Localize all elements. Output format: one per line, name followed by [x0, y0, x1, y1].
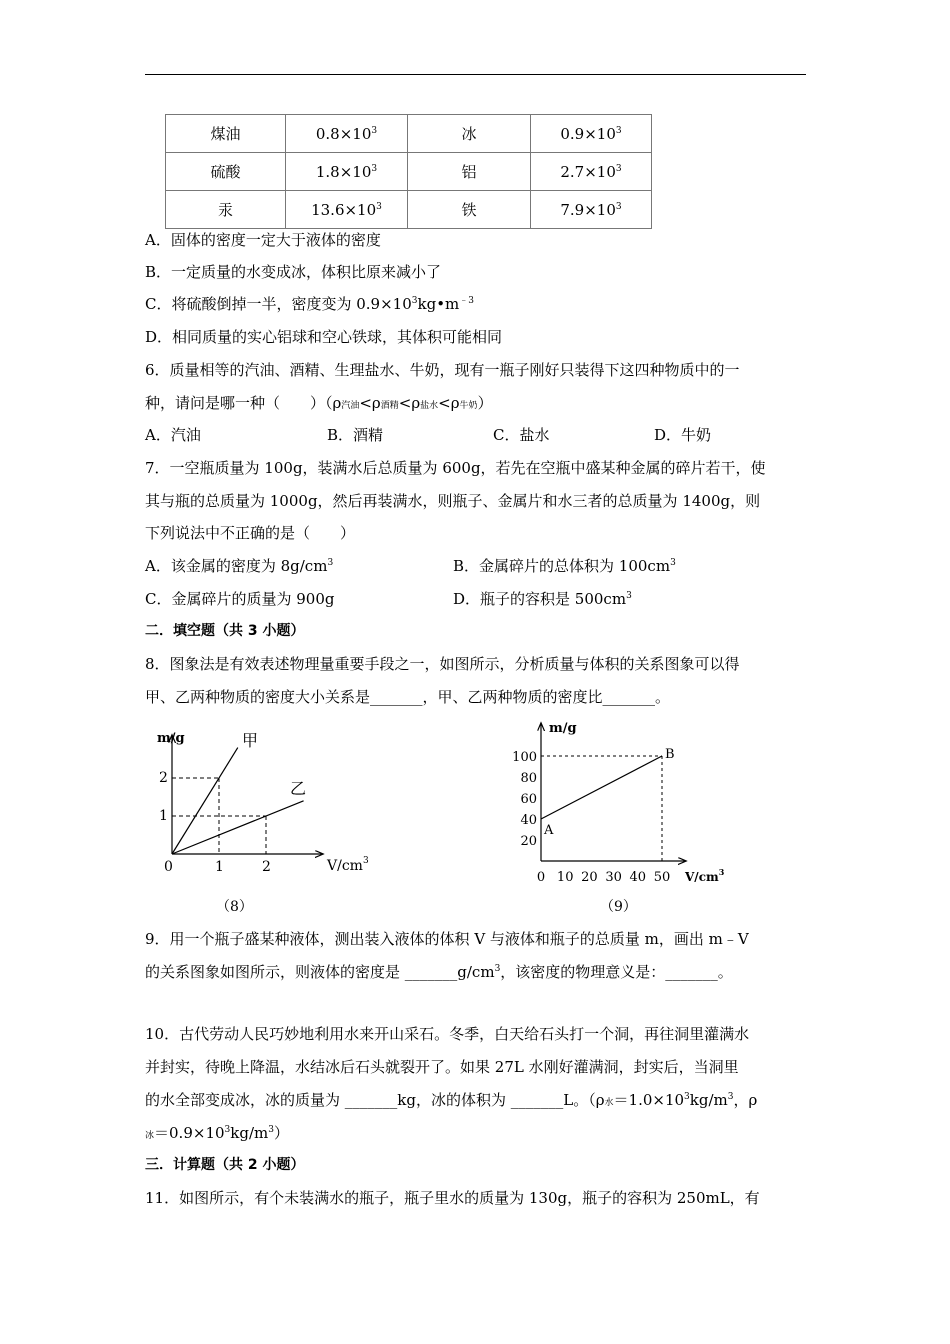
table-cell: $1.8\times 10^3$	[286, 153, 408, 191]
fig9-tick-x: 10	[556, 870, 574, 885]
q8-line-2: 甲、乙两种物质的密度大小关系是_______，甲、乙两种物质的密度比_______。	[145, 688, 671, 706]
fig9-tick-y: 20	[520, 834, 537, 849]
table-cell: 铝	[408, 153, 531, 191]
table-cell: 硫酸	[166, 153, 286, 191]
fig8-tick-y: 1	[159, 808, 168, 824]
figure-8-chart	[150, 722, 390, 922]
header-rule	[145, 74, 806, 75]
q7-line-1: 7．一空瓶质量为 100g，装满水后总质量为 600g，若先在空瓶中盛某种金属的碎片若干，使	[145, 459, 766, 477]
fig9-ylabel: m/g	[549, 721, 577, 736]
q10-line-2: 并封实，待晚上降温，水结冰后石头就裂开了。如果 27L 水刚好灌满洞，封实后，当洞里	[145, 1058, 739, 1076]
q6-option-a: A．汽油	[145, 426, 201, 444]
table-row	[166, 191, 652, 229]
q6-line-2: 种，请问是哪一种（ ）（ρ汽油<ρ酒精<ρ盐水<ρ牛奶）	[145, 394, 493, 412]
table-cell: 铁	[408, 191, 531, 229]
q10-line-1: 10．古代劳动人民巧妙地利用水来开山采石。冬季，白天给石头打一个洞，再往洞里灌满水	[145, 1025, 750, 1043]
table-cell: 煤油	[166, 115, 286, 153]
fig8-label-yi: 乙	[290, 779, 307, 798]
fig9-tick-x: 50	[653, 870, 671, 885]
fig8-line-jia	[172, 748, 238, 854]
q7-option-b: B．金属碎片的总体积为 $100cm^3$	[453, 557, 676, 575]
fig8-xlabel: $V/cm^3$	[327, 856, 369, 874]
q7-option-a: A．该金属的密度为 $8g/cm^3$	[145, 557, 334, 575]
q6-line-1: 6．质量相等的汽油、酒精、生理盐水、牛奶，现有一瓶子刚好只装得下这四种物质中的一	[145, 361, 740, 379]
q7-option-c: C．金属碎片的质量为 900g	[145, 590, 335, 608]
q11-line-1: 11．如图所示，有个未装满水的瓶子，瓶子里水的质量为 130g，瓶子的容积为 250mL，有	[145, 1189, 760, 1207]
table-row	[166, 153, 652, 191]
q9-line-1: 9．用一个瓶子盛某种液体，测出装入液体的体积 V 与液体和瓶子的总质量 m，画出 m﹣V	[145, 930, 749, 948]
fig9-tick-y: 80	[520, 771, 537, 786]
fig8-caption: （8）	[216, 899, 253, 915]
fig9-point-b: B	[665, 747, 675, 762]
q5-option-b: B．一定质量的水变成冰，体积比原来减小了	[145, 263, 442, 281]
fig8-label-jia: 甲	[242, 731, 259, 750]
table-cell: $13.6\times 10^3$	[286, 191, 408, 229]
fig8-origin: 0	[164, 859, 173, 875]
fig8-tick-x: 1	[215, 859, 224, 875]
fig8-ylabel: m/g	[157, 731, 185, 746]
fig9-tick-y: 40	[520, 813, 537, 828]
q6-option-b: B．酒精	[327, 426, 384, 444]
q7-line-3: 下列说法中不正确的是（ ）	[145, 524, 356, 542]
fig9-tick-x: 30	[605, 870, 622, 885]
q6-option-c: C．盐水	[493, 426, 550, 444]
q10-line-4: 冰$=0.9\times 10^3kg/m^3$）	[145, 1124, 289, 1142]
table-cell: 汞	[166, 191, 286, 229]
table-cell: $0.8\times 10^3$	[286, 115, 408, 153]
table-row	[166, 115, 652, 153]
table-cell: $0.9\times 10^3$	[531, 115, 652, 153]
q7-option-d: D．瓶子的容积是 $500cm^3$	[453, 590, 632, 608]
q6-option-d: D．牛奶	[654, 426, 712, 444]
fig9-caption: （9）	[600, 899, 637, 915]
section-3-heading: 三．计算题（共 2 小题）	[145, 1157, 305, 1173]
q5-option-a: A．固体的密度一定大于液体的密度	[145, 231, 381, 249]
density-table	[165, 114, 652, 229]
fig9-tick-y: 60	[520, 792, 537, 807]
fig9-tick-x: 40	[629, 870, 647, 885]
fig8-tick-x: 2	[262, 859, 271, 875]
q5-option-d: D．相同质量的实心铝球和空心铁球，其体积可能相同	[145, 328, 503, 346]
fig9-tick-y: 100	[512, 750, 537, 765]
table-cell: 冰	[408, 115, 531, 153]
fig8-tick-y: 2	[159, 770, 168, 786]
section-2-heading: 二．填空题（共 3 小题）	[145, 623, 305, 639]
fig9-data-line	[541, 756, 662, 819]
table-cell: $7.9\times 10^3$	[531, 191, 652, 229]
q10-line-3: 的水全部变成冰，冰的质量为 _______kg，冰的体积为 _______L。（ρ水$=1.0\times 10^3kg/m^3$，ρ	[145, 1091, 758, 1109]
fig9-tick-x: 0	[536, 870, 546, 885]
q5-option-c: C．将硫酸倒掉一半，密度变为 $0.9\times 10^3kg•m^{﹣3}$	[145, 295, 474, 313]
figure-9-chart	[505, 716, 745, 924]
table-cell: $2.7\times 10^3$	[531, 153, 652, 191]
q7-line-2: 其与瓶的总质量为 1000g，然后再装满水，则瓶子、金属片和水三者的总质量为 1400g，则	[145, 492, 761, 510]
fig9-tick-x: 20	[581, 870, 598, 885]
fig9-point-a: A	[544, 823, 554, 838]
q9-line-2: 的关系图象如图所示，则液体的密度是 $\_\_\_\_\_\_\_g/cm^3$，该密度的物理意义是：_______。	[145, 963, 733, 981]
fig9-xlabel: $V/cm^3$	[685, 867, 725, 884]
fig8-line-yi	[172, 801, 304, 854]
q8-line-1: 8．图象法是有效表述物理量重要手段之一，如图所示，分析质量与体积的关系图象可以得	[145, 655, 740, 673]
